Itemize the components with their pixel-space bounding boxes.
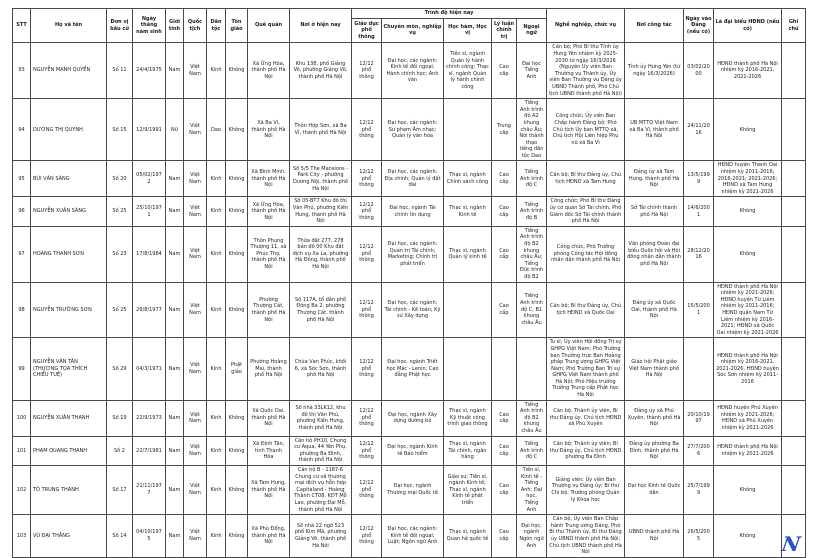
- cell-political-theory: Cao cấp: [492, 161, 517, 197]
- table-row: [13, 226, 806, 282]
- cell-full-name: VŨ ĐẠI THẮNG: [31, 515, 107, 558]
- cell-occupation: Cán bộ; Bí thư Đảng ủy, Chủ tịch HĐND xã Quốc Oai: [547, 282, 625, 338]
- cell-occupation: Tu sĩ; Ủy viên Hội đồng Trị sự GHPG Việt Nam; Phó Trưởng ban Thường trực Ban Hoằng pháp Trung ương GHPG Việt Nam; Phó Trưởng Ban Trị sự GHPG Việt Nam thành phố Hà Nội; Phó Hiệu trưởng Trường Trung cấp Phật học Hà Nội: [547, 338, 625, 400]
- cell-political-theory: Cao cấp: [492, 43, 517, 99]
- cell-birth-date: 17/8/1984: [133, 226, 166, 282]
- cell-academic-degree: [444, 99, 492, 161]
- cell-hometown: Xã Định Tân, tỉnh Thanh Hóa: [248, 436, 290, 465]
- cell-gender: Nam: [166, 466, 184, 515]
- cell-residence: Số 5/5 The Mansions - Park City - phường Dương Nội, thành phố Hà Nội: [290, 161, 352, 197]
- cell-professional-qualification: Đại học, các ngành: Kinh tế đối ngoại; Hành chính học; Anh văn: [382, 43, 444, 99]
- cell-occupation: Công chức; Ủy viên Ban Chấp hành Đảng bộ; Phó Chủ tịch Ủy ban MTTQ xã, Chủ tịch Hội Liên hiệp Phụ nữ xã Ba Vì: [547, 99, 625, 161]
- cell-full-name: DƯƠNG THỊ QUỲNH: [31, 99, 107, 161]
- cell-party-join-date: 25/7/1999: [684, 466, 714, 515]
- cell-nationality: Việt Nam: [184, 99, 207, 161]
- cell-birth-date: 04/10/1975: [133, 515, 166, 558]
- cell-full-name: NGUYỄN VĂN TÂN (THƯỢNG TỌA THÍCH CHIẾU TUỆ): [31, 338, 107, 400]
- cell-academic-degree: Thạc sĩ, ngành Tài chính, ngân hàng: [444, 436, 492, 465]
- col-header-nationality: Quốc tịch: [184, 9, 207, 43]
- cell-religion: Không: [226, 436, 248, 465]
- cell-workplace: Đảng ủy xã Phú Xuyên, thành phố Hà Nội: [625, 400, 684, 436]
- cell-political-theory: Cao cấp: [492, 197, 517, 226]
- cell-religion: Không: [226, 99, 248, 161]
- col-header-stt: STT: [13, 9, 31, 43]
- cell-party-join-date: [684, 338, 714, 400]
- cell-stt: 96: [13, 197, 31, 226]
- cell-ethnicity: Kinh: [207, 400, 226, 436]
- cell-electoral-unit: Số 20: [107, 161, 133, 197]
- signature-n-mark: N: [780, 531, 802, 556]
- cell-foreign-language: Tiếng Anh trình độ B2 khung châu Âu; Tiếng Đức trình độ B2: [517, 226, 547, 282]
- cell-professional-qualification: Đại học, ngành Kinh tế Bảo hiểm: [382, 436, 444, 465]
- cell-professional-qualification: Đại học, ngành Triết học Mác - Lenin; Cao đẳng Phật học: [382, 338, 444, 400]
- col-header-occupation: Nghề nghiệp, chức vụ: [547, 9, 625, 43]
- cell-nationality: Việt Nam: [184, 466, 207, 515]
- col-header-qualification-group: Trình độ hiện nay: [352, 9, 547, 19]
- cell-academic-degree: Thạc sĩ, ngành Quản lý kinh tế: [444, 226, 492, 282]
- cell-ethnicity: Kinh: [207, 161, 226, 197]
- cell-hometown: Xã Quốc Oai, thành phố Hà Nội: [248, 400, 290, 436]
- cell-workplace: UBND thành phố Hà Nội: [625, 515, 684, 558]
- cell-professional-qualification: Đại học, ngành Tài chính tín dụng: [382, 197, 444, 226]
- cell-residence: Thôn Hợp Sơn, xã Ba Vì, thành phố Hà Nội: [290, 99, 352, 161]
- cell-nationality: Việt Nam: [184, 161, 207, 197]
- cell-full-name: TÔ TRUNG THÀNH: [31, 466, 107, 515]
- cell-electoral-unit: Số 15: [107, 99, 133, 161]
- col-header-notes: Ghi chú: [782, 9, 806, 43]
- cell-party-join-date: 28/12/2016: [684, 226, 714, 282]
- cell-nationality: Việt Nam: [184, 226, 207, 282]
- cell-foreign-language: Tiếng Anh trình độ C: [517, 436, 547, 465]
- cell-ethnicity: Kinh: [207, 436, 226, 465]
- cell-council-membership: HĐND thành phố Hà Nội nhiệm kỳ 2021-2026: [714, 436, 782, 465]
- col-header-electoral-unit: Đơn vị bầu cử: [107, 9, 133, 43]
- cell-electoral-unit: Số 25: [107, 282, 133, 338]
- cell-full-name: PHẠM QUANG THANH: [31, 436, 107, 465]
- cell-council-membership: HĐND thành phố Hà Nội nhiệm kỳ 2016-2021, 2021-2026: [714, 43, 782, 99]
- cell-ethnicity: Dao: [207, 99, 226, 161]
- cell-foreign-language: Tiếng Anh trình độ A2 khung châu Âu; Nói thành thạo tiếng dân tộc Dao: [517, 99, 547, 161]
- cell-stt: 103: [13, 515, 31, 558]
- col-header-general-education: Giáo dục phổ thông: [352, 18, 382, 43]
- cell-stt: 102: [13, 466, 31, 515]
- cell-gender: Nam: [166, 436, 184, 465]
- cell-residence: Chùa Vạn Phúc, khối 6, xã Sóc Sơn, thành phố Hà Nội: [290, 338, 352, 400]
- cell-hometown: Xã Ứng Hòa, thành phố Hà Nội: [248, 197, 290, 226]
- cell-general-education: 12/12 phổ thông: [352, 99, 382, 161]
- cell-stt: 98: [13, 282, 31, 338]
- cell-council-membership: HĐND huyện Phú Xuyên nhiệm kỳ 2021-2026; HĐND xã Phú Xuyên nhiệm kỳ 2021-2026: [714, 400, 782, 436]
- cell-foreign-language: Tiến sĩ, Kinh tế - Tiếng Anh; Đại học, Tiếng Anh: [517, 466, 547, 515]
- cell-academic-degree: [444, 338, 492, 400]
- cell-gender: Nam: [166, 43, 184, 99]
- cell-professional-qualification: Đại học, các ngành: Kinh tế đối ngoại; Luật; Ngôn ngữ Anh: [382, 515, 444, 558]
- col-header-workplace: Nơi công tác: [625, 9, 684, 43]
- cell-occupation: Giảng viên; Ủy viên Ban Thường vụ Đảng ủy; Bí thư Chi bộ, Trưởng phòng Quản lý Khoa học: [547, 466, 625, 515]
- cell-council-membership: Không: [714, 466, 782, 515]
- cell-birth-date: 12/9/1991: [133, 99, 166, 161]
- cell-nationality: Việt Nam: [184, 282, 207, 338]
- cell-full-name: HOÀNG THANH SƠN: [31, 226, 107, 282]
- document-page: [12, 8, 808, 558]
- cell-religion: Không: [226, 197, 248, 226]
- cell-full-name: BÙI VĂN SÁNG: [31, 161, 107, 197]
- cell-full-name: NGUYỄN XUÂN SÁNG: [31, 197, 107, 226]
- table-header: [13, 9, 806, 43]
- cell-residence: Khu 138, phố Giảng Võ, phường Giảng Võ, thành phố Hà Nội: [290, 43, 352, 99]
- table-row: [13, 43, 806, 99]
- cell-general-education: 12/12 phổ thông: [352, 436, 382, 465]
- cell-birth-date: 04/3/1971: [133, 338, 166, 400]
- col-header-academic-degree: Học hàm, Học vị: [444, 18, 492, 43]
- cell-council-membership: HĐND thành phố Hà Nội nhiệm kỳ 2021-2026; HĐND huyện Từ Liêm nhiệm kỳ 2011-2016; HĐND quận Nam Từ Liêm nhiệm kỳ 2016-2021; HĐND xã Quốc Oai nhiệm kỳ 2021-2026: [714, 282, 782, 338]
- cell-party-join-date: 20/10/1997: [684, 400, 714, 436]
- cell-general-education: 12/12 phổ thông: [352, 43, 382, 99]
- cell-notes: [782, 161, 806, 197]
- cell-foreign-language: Đại học Tiếng Anh: [517, 43, 547, 99]
- col-header-professional-qualification: Chuyên môn, nghiệp vụ: [382, 18, 444, 43]
- cell-hometown: Xã Tam Hưng, thành phố Hà Nội: [248, 466, 290, 515]
- cell-birth-date: 26/8/1977: [133, 282, 166, 338]
- col-header-party-join-date: Ngày vào Đảng (nếu có): [684, 9, 714, 43]
- cell-academic-degree: Thạc sĩ, ngành Chính sách công: [444, 161, 492, 197]
- cell-gender: Nam: [166, 338, 184, 400]
- cell-political-theory: Trung cấp: [492, 99, 517, 161]
- cell-notes: [782, 99, 806, 161]
- cell-stt: 99: [13, 338, 31, 400]
- cell-stt: 95: [13, 161, 31, 197]
- cell-gender: Nam: [166, 400, 184, 436]
- cell-notes: [782, 338, 806, 400]
- table-row: [13, 400, 806, 436]
- cell-religion: Không: [226, 226, 248, 282]
- cell-academic-degree: Giáo sư; Tiến sĩ, ngành Kinh tế; Thạc sĩ, ngành Kinh tế phát triển: [444, 466, 492, 515]
- cell-notes: [782, 197, 806, 226]
- table-row: [13, 99, 806, 161]
- cell-electoral-unit: Số 17: [107, 466, 133, 515]
- table-row: [13, 282, 806, 338]
- cell-ethnicity: Kinh: [207, 197, 226, 226]
- cell-nationality: Việt Nam: [184, 515, 207, 558]
- cell-foreign-language: Tiếng Anh trình độ B2 khung châu Âu: [517, 400, 547, 436]
- table-row: [13, 161, 806, 197]
- cell-gender: Nữ: [166, 99, 184, 161]
- cell-residence: Số 05-BT7 Khu đô thị Văn Phú, phường Kiến Hưng, thành phố Hà Nội: [290, 197, 352, 226]
- cell-hometown: Thôn Phụng Thượng 11, xã Phúc Thọ, thành phố Hà Nội: [248, 226, 290, 282]
- cell-political-theory: Cao cấp: [492, 515, 517, 558]
- cell-council-membership: Không: [714, 99, 782, 161]
- cell-party-join-date: 14/6/2001: [684, 197, 714, 226]
- cell-political-theory: Cao cấp: [492, 282, 517, 338]
- table-row: [13, 436, 806, 465]
- table-row: [13, 515, 806, 558]
- cell-residence: Số nhà 33LK12, khu đô thị Văn Phú, phường Kiến Hưng, thành phố Hà Nội: [290, 400, 352, 436]
- cell-occupation: Cán bộ, Ủy viên Ban Chấp hành Trung ương Đảng, Phó Bí thư Thành ủy, Bí thư Đảng ủy UBND thành phố Hà Nội; Chủ tịch UBND thành phố Hà Nội: [547, 515, 625, 558]
- cell-gender: Nam: [166, 226, 184, 282]
- cell-professional-qualification: Đại học, các ngành: Địa chính; Quản lý đất đai: [382, 161, 444, 197]
- cell-stt: 101: [13, 436, 31, 465]
- cell-workplace: Tỉnh ủy Hưng Yên (từ ngày 16/3/2026): [625, 43, 684, 99]
- cell-council-membership: HĐND huyện Thanh Oai nhiệm kỳ 2011-2016; 2016-2021; 2021-2026; HĐND xã Tam Hưng nhiệm kỳ 2021-2026: [714, 161, 782, 197]
- cell-workplace: Đại học Kinh tế Quốc dân: [625, 466, 684, 515]
- table-row: [13, 197, 806, 226]
- cell-gender: Nam: [166, 197, 184, 226]
- cell-general-education: 12/12 phổ thông: [352, 338, 382, 400]
- cell-hometown: Phường Hoàng Mai, thành phố Hà Nội: [248, 338, 290, 400]
- cell-council-membership: HĐND thành phố Hà Nội nhiệm kỳ 2016-2021, 2021-2026, HĐND huyện Sóc Sơn nhiệm kỳ 2011-2016: [714, 338, 782, 400]
- cell-party-join-date: 24/11/2016: [684, 99, 714, 161]
- cell-political-theory: Cao cấp: [492, 400, 517, 436]
- cell-electoral-unit: Số 29: [107, 338, 133, 400]
- cell-party-join-date: 26/5/2005: [684, 515, 714, 558]
- cell-notes: [782, 436, 806, 465]
- cell-full-name: NGUYỄN XUÂN THANH: [31, 400, 107, 436]
- cell-academic-degree: Thạc sĩ, ngành Kinh tế: [444, 197, 492, 226]
- cell-stt: 94: [13, 99, 31, 161]
- col-header-hometown: Quê quán: [248, 9, 290, 43]
- cell-birth-date: 22/9/1973: [133, 400, 166, 436]
- cell-electoral-unit: Số 25: [107, 197, 133, 226]
- cell-birth-date: 24/4/1975: [133, 43, 166, 99]
- cell-notes: [782, 226, 806, 282]
- cell-ethnicity: Kinh: [207, 282, 226, 338]
- cell-party-join-date: 27/7/2006: [684, 436, 714, 465]
- cell-hometown: Xã Ứng Hòa, thành phố Hà Nội: [248, 43, 290, 99]
- cell-political-theory: [492, 338, 517, 400]
- cell-religion: Không: [226, 515, 248, 558]
- cell-electoral-unit: Số 19: [107, 400, 133, 436]
- cell-professional-qualification: Đại học, các ngành: Tài chính - Kế toán; Kỹ sư Xây dựng: [382, 282, 444, 338]
- cell-political-theory: Cao cấp: [492, 466, 517, 515]
- cell-residence: Thửa đất 277, 278 bản đồ 00 Khu đất dịch vụ Xa La, phường Hà Đông, thành phố Hà Nội: [290, 226, 352, 282]
- col-header-residence: Nơi ở hiện nay: [290, 9, 352, 43]
- cell-workplace: Đảng ủy xã Tam Hưng, thành phố Hà Nội: [625, 161, 684, 197]
- cell-professional-qualification: Đại học, các ngành: Quản trị Tài chính; Marketing; Chính trị phát triển: [382, 226, 444, 282]
- cell-religion: Không: [226, 282, 248, 338]
- cell-residence: Số 117A, tổ dân phố Đông Ba 2, phường Thượng Cát, thành phố Hà Nội: [290, 282, 352, 338]
- cell-academic-degree: [444, 282, 492, 338]
- cell-academic-degree: Thạc sĩ, ngành Kỹ thuật công trình giao thông: [444, 400, 492, 436]
- cell-electoral-unit: Số 23: [107, 226, 133, 282]
- table-row: [13, 338, 806, 400]
- cell-occupation: Cán bộ, Thành ủy viên, Bí thư Đảng ủy, Chủ tịch HĐND xã Phú Xuyên: [547, 400, 625, 436]
- cell-gender: Nam: [166, 282, 184, 338]
- cell-electoral-unit: Số 2: [107, 436, 133, 465]
- cell-party-join-date: 03/02/2000: [684, 43, 714, 99]
- cell-hometown: Xã Phù Đổng, thành phố Hà Nội: [248, 515, 290, 558]
- col-header-council-membership: Là đại biểu HĐND (nếu có): [714, 9, 782, 43]
- cell-workplace: Đảng ủy phường Ba Đình, thành phố Hà Nội: [625, 436, 684, 465]
- cell-foreign-language: Tiếng Anh trình độ B: [517, 197, 547, 226]
- cell-foreign-language: Tiếng Anh trình độ C: [517, 161, 547, 197]
- col-header-religion: Tôn giáo: [226, 9, 248, 43]
- cell-general-education: 12/12 phổ thông: [352, 466, 382, 515]
- cell-residence: Căn hộ B - 1187-6 Chung cư và thương mại dịch vụ hỗn hợp Capitaland - Hoàng Thành CT08, KĐT Mỗ Lao, phường Đại Mỗ, thành phố Hà Nội: [290, 466, 352, 515]
- cell-ethnicity: Kinh: [207, 338, 226, 400]
- cell-gender: Nam: [166, 515, 184, 558]
- cell-occupation: Công chức, Phó Trưởng phòng Công tác Hội đồng nhân dân thành phố Hà Nội: [547, 226, 625, 282]
- cell-stt: 93: [13, 43, 31, 99]
- cell-nationality: Việt Nam: [184, 436, 207, 465]
- cell-council-membership: Không: [714, 515, 782, 558]
- cell-party-join-date: 13/5/1999: [684, 161, 714, 197]
- cell-council-membership: Không: [714, 197, 782, 226]
- col-header-ethnicity: Dân tộc: [207, 9, 226, 43]
- cell-general-education: 12/12 phổ thông: [352, 197, 382, 226]
- cell-full-name: NGUYỄN TRƯỜNG SƠN: [31, 282, 107, 338]
- cell-general-education: 12/12 phổ thông: [352, 400, 382, 436]
- cell-workplace: Sở Tài chính thành phố Hà Nội: [625, 197, 684, 226]
- col-header-gender: Giới tính: [166, 9, 184, 43]
- cell-ethnicity: Kinh: [207, 226, 226, 282]
- cell-electoral-unit: Số 14: [107, 515, 133, 558]
- cell-general-education: 12/12 phổ thông: [352, 161, 382, 197]
- cell-council-membership: Không: [714, 226, 782, 282]
- cell-occupation: Công chức; Phó Bí thư Đảng ủy cơ quan Sở Tài chính, Phó Giám đốc Sở Tài chính thành phố Hà Nội: [547, 197, 625, 226]
- cell-nationality: Việt Nam: [184, 197, 207, 226]
- cell-birth-date: 21/11/1977: [133, 466, 166, 515]
- cell-academic-degree: Tiến sĩ, ngành Quản lý hành chính công; Thạc sĩ, ngành Quản lý hành chính công: [444, 43, 492, 99]
- cell-notes: [782, 43, 806, 99]
- cell-notes: [782, 282, 806, 338]
- cell-notes: [782, 400, 806, 436]
- cell-electoral-unit: Số 11: [107, 43, 133, 99]
- cell-occupation: Cán bộ; Thành ủy viên; Bí thư Đảng ủy, Chủ tịch HĐND phường Ba Đình: [547, 436, 625, 465]
- table-body: [13, 43, 806, 557]
- cell-workplace: Đảng ủy xã Quốc Oai, thành phố Hà Nội: [625, 282, 684, 338]
- cell-foreign-language: [517, 338, 547, 400]
- cell-academic-degree: Thạc sĩ, ngành Quan hệ quốc tế: [444, 515, 492, 558]
- cell-ethnicity: Kinh: [207, 466, 226, 515]
- cell-religion: Không: [226, 400, 248, 436]
- cell-stt: 97: [13, 226, 31, 282]
- cell-professional-qualification: Đại học, các ngành: Sư phạm Âm nhạc; Quản lý văn hóa: [382, 99, 444, 161]
- cell-party-join-date: 15/5/2001: [684, 282, 714, 338]
- cell-hometown: Xã Ba Vì, thành phố Hà Nội: [248, 99, 290, 161]
- cell-foreign-language: Tiếng Anh trình độ C, B1 khung châu Âu: [517, 282, 547, 338]
- cell-full-name: NGUYỄN MẠNH QUYỀN: [31, 43, 107, 99]
- cell-political-theory: Cao cấp: [492, 226, 517, 282]
- cell-residence: Số nhà 22 ngõ 523 phố Kim Mã, phường Giảng Võ, thành phố Hà Nội: [290, 515, 352, 558]
- cell-notes: [782, 466, 806, 515]
- table-row: [13, 466, 806, 515]
- cell-professional-qualification: Đại học, ngành Xây dựng đường bộ: [382, 400, 444, 436]
- cell-ethnicity: Kinh: [207, 43, 226, 99]
- col-header-foreign-language: Ngoại ngữ: [517, 18, 547, 43]
- cell-religion: Phật giáo: [226, 338, 248, 400]
- cell-foreign-language: Đại học, ngành Ngôn ngữ Anh: [517, 515, 547, 558]
- cell-nationality: Việt Nam: [184, 43, 207, 99]
- cell-religion: Không: [226, 161, 248, 197]
- cell-workplace: Giáo hội Phật giáo Việt Nam thành phố Hà Nội: [625, 338, 684, 400]
- cell-general-education: 12/12 phổ thông: [352, 282, 382, 338]
- cell-political-theory: Cao cấp: [492, 436, 517, 465]
- cell-birth-date: 25/10/1971: [133, 197, 166, 226]
- cell-general-education: 12/12 phổ thông: [352, 515, 382, 558]
- cell-religion: Không: [226, 43, 248, 99]
- cell-occupation: Cán bộ; Phó Bí thư Tỉnh ủy Hưng Yên nhiệm kỳ 2025-2030 từ ngày 16/3/2026 (Nguyên Ủy viên Ban Thường vụ Thành ủy, Ủy viên Ban Thường vụ Đảng ủy UBND Thành phố, Phó Chủ tịch UBND thành phố Hà Nội): [547, 43, 625, 99]
- cell-gender: Nam: [166, 161, 184, 197]
- cell-birth-date: 05/02/1972: [133, 161, 166, 197]
- cell-professional-qualification: Đại học, ngành Thương mại Quốc tế: [382, 466, 444, 515]
- cell-occupation: Cán bộ; Bí thư Đảng ủy, Chủ tịch HĐND xã Tam Hưng: [547, 161, 625, 197]
- cell-nationality: Việt Nam: [184, 400, 207, 436]
- delegates-table: [12, 8, 806, 558]
- cell-workplace: Văn phòng Đoàn đại biểu Quốc hội và Hội đồng nhân dân thành phố Hà Nội: [625, 226, 684, 282]
- cell-general-education: 12/12 phổ thông: [352, 226, 382, 282]
- col-header-birth-date: Ngày tháng năm sinh: [133, 9, 166, 43]
- cell-hometown: Phường Thượng Cát, thành phố Hà Nội: [248, 282, 290, 338]
- col-header-political-theory: Lý luận chính trị: [492, 18, 517, 43]
- cell-stt: 100: [13, 400, 31, 436]
- cell-ethnicity: Kinh: [207, 515, 226, 558]
- cell-workplace: UB MTTQ Việt Nam xã Ba Vì, thành phố Hà Nội: [625, 99, 684, 161]
- col-header-full-name: Họ và tên: [31, 9, 107, 43]
- cell-hometown: Xã Bình Minh, thành phố Hà Nội: [248, 161, 290, 197]
- cell-residence: Căn hộ PH10, Chung cư Aqua, 44 Yên Phụ, phường Ba Đình, thành phố Hà Nội: [290, 436, 352, 465]
- cell-religion: Không: [226, 466, 248, 515]
- cell-birth-date: 22/7/1981: [133, 436, 166, 465]
- cell-nationality: Việt Nam: [184, 338, 207, 400]
